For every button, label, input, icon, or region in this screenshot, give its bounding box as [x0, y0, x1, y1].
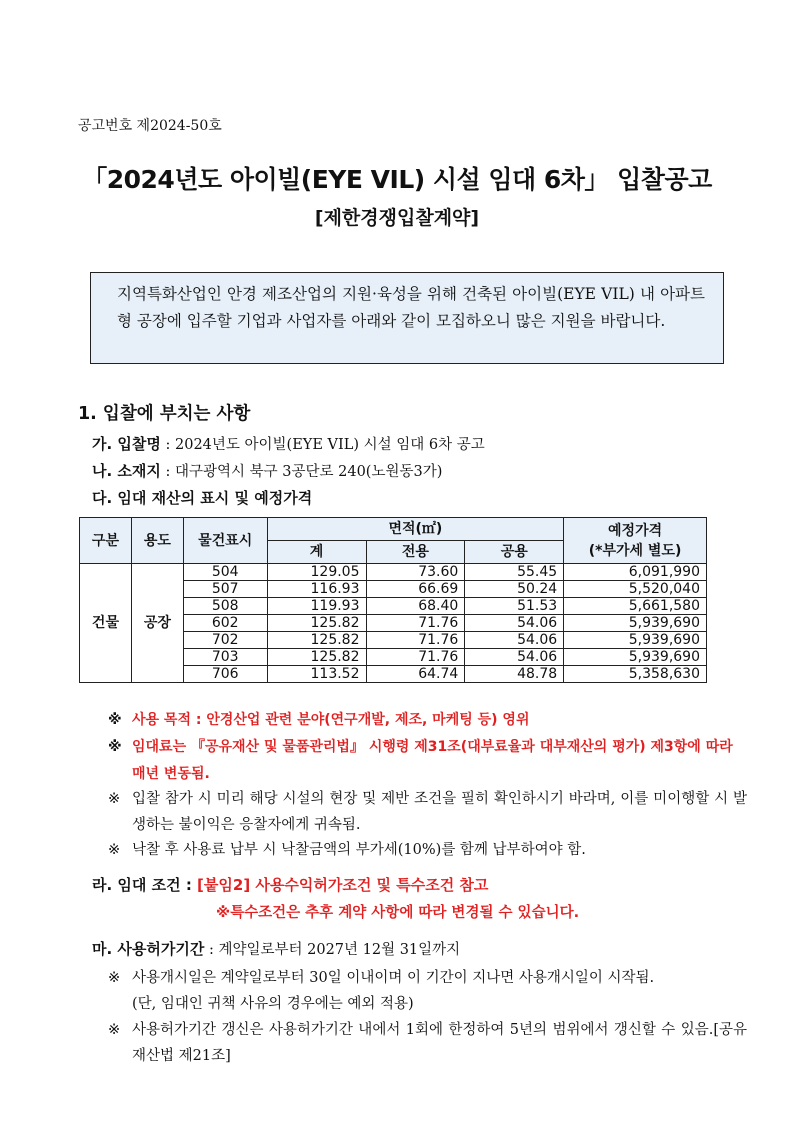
item-value: 대구광역시 북구 3공단로 240(노원동3가)	[175, 464, 443, 480]
total-cell: 119.93	[267, 598, 366, 615]
note-mark: ※	[108, 712, 122, 728]
note-mark: ※	[108, 791, 121, 807]
item-lease-terms	[92, 874, 488, 895]
header-common: 공용	[465, 541, 564, 564]
common-cell: 54.06	[465, 649, 564, 666]
unit-cell: 703	[183, 649, 267, 666]
header-price-note: (*부가세 별도)	[588, 542, 682, 559]
note-mark: ※	[108, 970, 121, 986]
price-cell: 5,939,690	[564, 649, 707, 666]
price-cell: 5,939,690	[564, 615, 707, 632]
item-location	[92, 460, 442, 481]
item-property	[92, 487, 312, 508]
item-value: 계약일로부터 2027년 12월 31일까지	[218, 942, 461, 958]
item-value: [붙임2] 사용수익허가조건 및 특수조건 참고	[197, 876, 489, 894]
note-vat	[108, 837, 748, 863]
section-heading: 1. 입찰에 부치는 사항	[78, 404, 251, 424]
note-mark: ※	[108, 739, 122, 755]
price-cell: 5,358,630	[564, 666, 707, 683]
note-text: (단, 임대인 귀책 사유의 경우에는 예외 적용)	[132, 996, 414, 1012]
common-cell: 54.06	[465, 615, 564, 632]
unit-cell: 602	[183, 615, 267, 632]
header-price	[564, 518, 707, 564]
note-text: 입찰 참가 시 미리 해당 시설의 현장 및 제반 조건을 필히 확인하시기 바라며, 이를 미이행할 시 발생하는 불이익은 응찰자에게 귀속됨.	[132, 791, 747, 833]
common-cell: 55.45	[465, 564, 564, 581]
note-mark: ※	[108, 1022, 121, 1038]
note-mark: ※	[108, 842, 121, 858]
note-text: 낙찰 후 사용료 납부 시 낙찰금액의 부가세(10%)를 함께 납부하여야 함.	[132, 842, 586, 858]
notice-number: 공고번호 제2024-50호	[78, 118, 222, 134]
item-separator: :	[160, 437, 175, 453]
page-title: 「2024년도 아이빌(EYE VIL) 시설 임대 6차」 입찰공고	[82, 165, 712, 194]
exclusive-cell: 68.40	[366, 598, 465, 615]
page-subtitle: [제한경쟁입찰계약]	[314, 207, 480, 229]
common-cell: 50.24	[465, 581, 564, 598]
total-cell: 129.05	[267, 564, 366, 581]
unit-cell: 507	[183, 581, 267, 598]
item-permit-period	[92, 938, 460, 959]
total-cell: 125.82	[267, 615, 366, 632]
total-cell: 116.93	[267, 581, 366, 598]
header-category: 구분	[80, 518, 132, 564]
header-unit: 물건표시	[183, 518, 267, 564]
item-separator: :	[204, 942, 219, 958]
total-cell: 125.82	[267, 632, 366, 649]
unit-cell: 706	[183, 666, 267, 683]
common-cell: 48.78	[465, 666, 564, 683]
common-cell: 51.53	[465, 598, 564, 615]
note-renewal	[108, 1017, 748, 1069]
total-cell: 113.52	[267, 666, 366, 683]
note-text: 사용 목적 : 안경산업 관련 분야(연구개발, 제조, 마케팅 등) 영위	[132, 712, 530, 728]
category-cell: 건물	[80, 564, 132, 683]
price-cell: 5,520,040	[564, 581, 707, 598]
total-cell: 125.82	[267, 649, 366, 666]
exclusive-cell: 71.76	[366, 632, 465, 649]
item-label: 가. 입찰명	[92, 435, 161, 453]
note-text: 사용허가기간 갱신은 사용허가기간 내에서 1회에 한정하여 5년의 범위에서 갱신할 수 있음.[공유재산법 제21조]	[132, 1022, 747, 1064]
item-label: 나. 소재지	[92, 462, 161, 480]
item-separator: :	[160, 464, 175, 480]
note-site-check	[108, 786, 748, 838]
header-exclusive: 전용	[366, 541, 465, 564]
common-cell: 54.06	[465, 632, 564, 649]
item-bid-name	[92, 433, 485, 454]
price-cell: 5,661,580	[564, 598, 707, 615]
exclusive-cell: 71.76	[366, 615, 465, 632]
item-label: 다. 임대 재산의 표시 및 예정가격	[92, 489, 313, 507]
item-value: 2024년도 아이빌(EYE VIL) 시설 임대 6차 공고	[175, 437, 485, 453]
price-cell: 5,939,690	[564, 632, 707, 649]
note-exception	[108, 991, 748, 1017]
header-area: 면적(㎡)	[267, 518, 564, 541]
property-table	[79, 517, 707, 683]
note-usage-purpose	[108, 707, 748, 733]
header-price-label: 예정가격	[608, 522, 663, 539]
table-row	[80, 564, 707, 581]
note-text: 임대료는 『공유재산 및 물품관리법』 시행령 제31조(대부료율과 대부재산의 평가) 제3항에 따라 매년 변동됨.	[132, 739, 733, 782]
header-usage: 용도	[131, 518, 183, 564]
header-total: 계	[267, 541, 366, 564]
exclusive-cell: 66.69	[366, 581, 465, 598]
exclusive-cell: 64.74	[366, 666, 465, 683]
note-start-date	[108, 965, 748, 991]
item-label: 라. 임대 조건 :	[92, 876, 198, 894]
special-terms-note: ※특수조건은 추후 계약 사항에 따라 변경될 수 있습니다.	[216, 905, 580, 921]
intro-text: 지역특화산업인 안경 제조산업의 지원·육성을 위해 건축된 아이빌(EYE VIL) 내 아파트형 공장에 입주할 기업과 사업자를 아래와 같이 모집하오니 많은 지원을 바랍니다.	[117, 285, 705, 330]
exclusive-cell: 73.60	[366, 564, 465, 581]
unit-cell: 702	[183, 632, 267, 649]
note-rent-change	[108, 734, 748, 786]
item-label: 마. 사용허가기간	[92, 940, 205, 958]
unit-cell: 508	[183, 598, 267, 615]
usage-cell: 공장	[131, 564, 183, 683]
intro-box	[90, 272, 724, 364]
price-cell: 6,091,990	[564, 564, 707, 581]
note-text: 사용개시일은 계약일로부터 30일 이내이며 이 기간이 지나면 사용개시일이 시작됨.	[132, 970, 655, 986]
exclusive-cell: 71.76	[366, 649, 465, 666]
unit-cell: 504	[183, 564, 267, 581]
